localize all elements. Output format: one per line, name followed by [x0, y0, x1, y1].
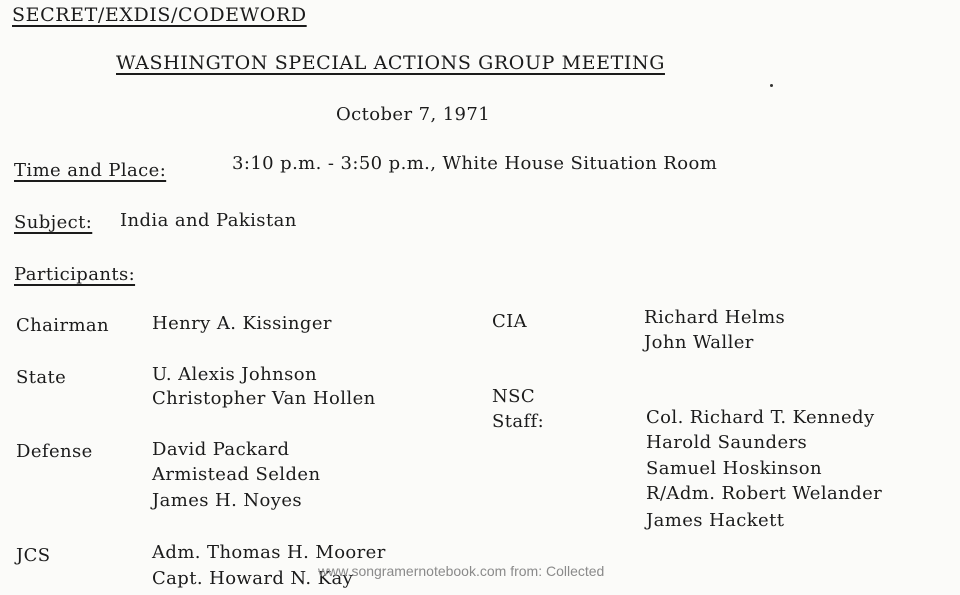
source-watermark: www.songramernotebook.com from: Collected	[318, 563, 605, 579]
participant-name: U. Alexis Johnson	[152, 364, 317, 385]
participant-name: Samuel Hoskinson	[646, 458, 822, 479]
document-date: October 7, 1971	[336, 104, 491, 125]
role-defense: Defense	[16, 441, 93, 462]
participant-name: James Hackett	[646, 510, 785, 531]
participant-name: Henry A. Kissinger	[152, 313, 332, 334]
participant-name: R/Adm. Robert Welander	[646, 483, 883, 504]
document-title: WASHINGTON SPECIAL ACTIONS GROUP MEETING	[116, 52, 665, 74]
participant-name: James H. Noyes	[152, 490, 303, 511]
classification-marking: SECRET/EXDIS/CODEWORD	[12, 4, 307, 26]
participant-name: Adm. Thomas H. Moorer	[152, 542, 386, 563]
speck	[770, 84, 773, 87]
subject-label: Subject:	[14, 212, 93, 233]
participants-label: Participants:	[14, 264, 136, 285]
participant-name: Christopher Van Hollen	[152, 388, 376, 409]
role-cia: CIA	[492, 311, 528, 332]
subject-value: India and Pakistan	[120, 210, 297, 231]
role-state: State	[16, 367, 67, 388]
participant-name: Harold Saunders	[646, 432, 808, 453]
role-nsc-staff: Staff:	[492, 411, 545, 432]
role-nsc: NSC	[492, 386, 536, 407]
participant-name: Richard Helms	[644, 307, 786, 328]
role-jcs: JCS	[16, 545, 51, 566]
participant-name: Capt. Howard N. Kay	[152, 568, 354, 589]
time-and-place-label: Time and Place:	[14, 160, 167, 181]
participant-name: Col. Richard T. Kennedy	[646, 407, 875, 428]
participant-name: John Waller	[644, 332, 754, 353]
participant-name: Armistead Selden	[152, 464, 321, 485]
participant-name: David Packard	[152, 439, 290, 460]
time-and-place-value: 3:10 p.m. - 3:50 p.m., White House Situation Room	[232, 153, 718, 174]
role-chairman: Chairman	[16, 315, 110, 336]
